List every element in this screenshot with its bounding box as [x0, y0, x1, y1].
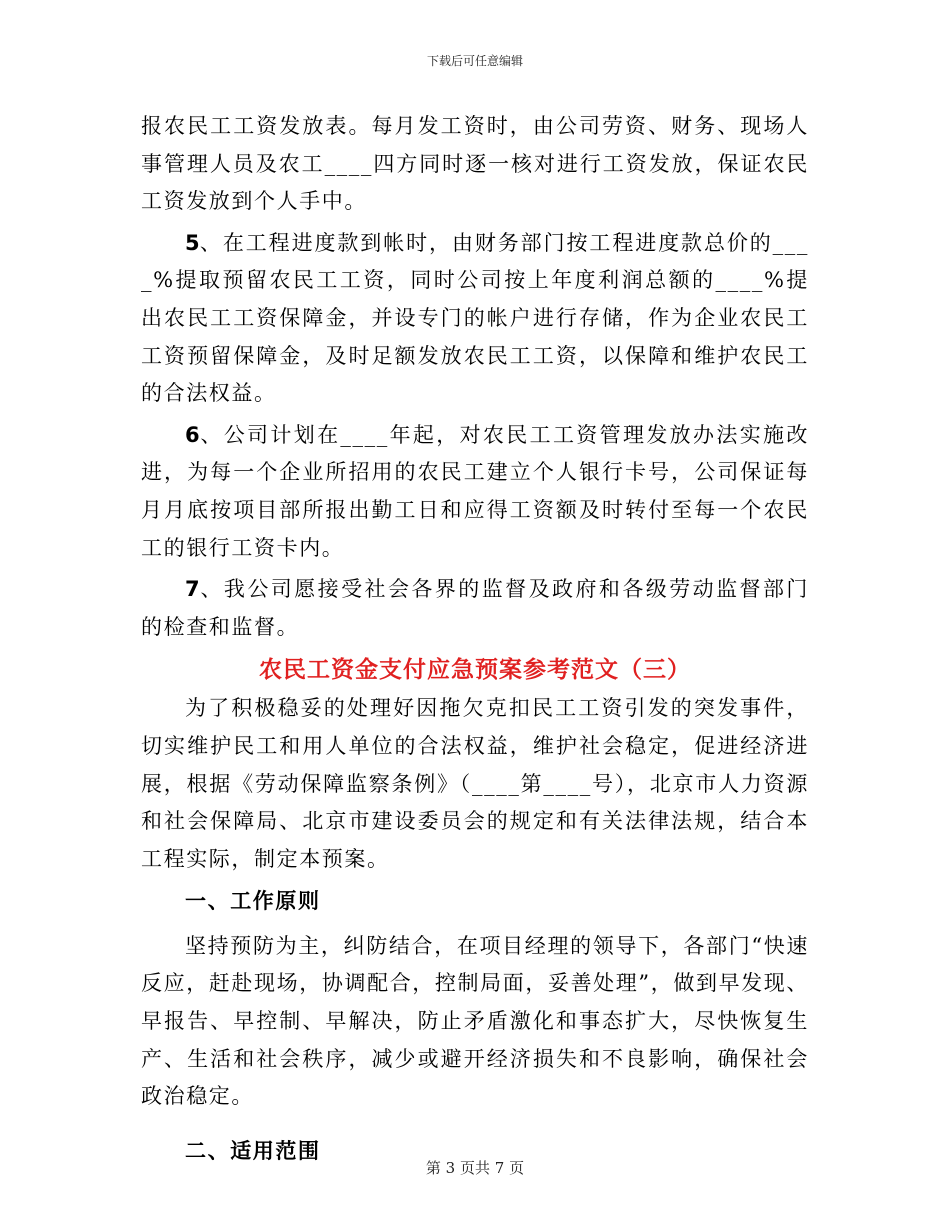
principle-paragraph: 坚持预防为主，纠防结合，在项目经理的领导下，各部门“快速反应，赶赴现场，协调配合，控制局面，妥善处理”，做到早发现、早报告、早控制、早解决，防止矛盾激化和事态扩大，尽快恢复生产、生活和社会秩序，减少或避开经济损失和不良影响，确保社会政治稳定。 — [141, 933, 809, 1109]
item-number: 6 — [185, 422, 200, 447]
section-title: 农民工资金支付应急预案参考范文（三） — [259, 656, 691, 684]
list-item-6 — [141, 417, 809, 567]
paragraph-continued: 报农民工工资发放表。每月发工资时，由公司劳资、财务、现场人事管理人员及农工____四方同时逐一核对进行工资发放，保证农民工资发放到个人手中。 — [141, 114, 809, 214]
heading-work-principle: 一、工作原则 — [185, 888, 321, 914]
document-body — [141, 108, 809, 1177]
item-text: 、公司计划在____年起，对农民工工资管理发放办法实施改进，为每一个企业所招用的农民工建立个人银行卡号，公司保证每月月底按项目部所报出勤工日和应得工资额及时转付至每一个农民工的银行工资卡内。 — [141, 422, 809, 560]
item-text: 、在工程进度款到帐时，由财务部门按工程进度款总价的____%提取预留农民工工资，同时公司按上年度利润总额的____%提出农民工工资保障金，并设专门的帐户进行存储，作为企业农民工工资预留保障金，及时足额发放农民工工资，以保障和维护农民工的合法权益。 — [141, 230, 809, 406]
intro-paragraph: 为了积极稳妥的处理好因拖欠克扣民工工资引发的突发事件，切实维护民工和用人单位的合法权益，维护社会稳定，促进经济进展，根据《劳动保障监察条例》（____第____号），北京市人力资源和社会保障局、北京市建设委员会的规定和有关法律法规，结合本工程实际，制定本预案。 — [141, 696, 809, 871]
heading-scope: 二、适用范围 — [185, 1137, 321, 1163]
page-header: 下载后可任意编辑 — [426, 54, 523, 68]
item-number: 5 — [185, 230, 200, 255]
list-item-5 — [141, 225, 809, 413]
item-text: 、我公司愿接受社会各界的监督及政府和各级劳动监督部门的检查和监督。 — [141, 577, 809, 639]
list-item-7 — [141, 571, 809, 646]
item-number: 7 — [185, 577, 200, 602]
page-footer: 第 3 页共 7 页 — [425, 1159, 525, 1177]
